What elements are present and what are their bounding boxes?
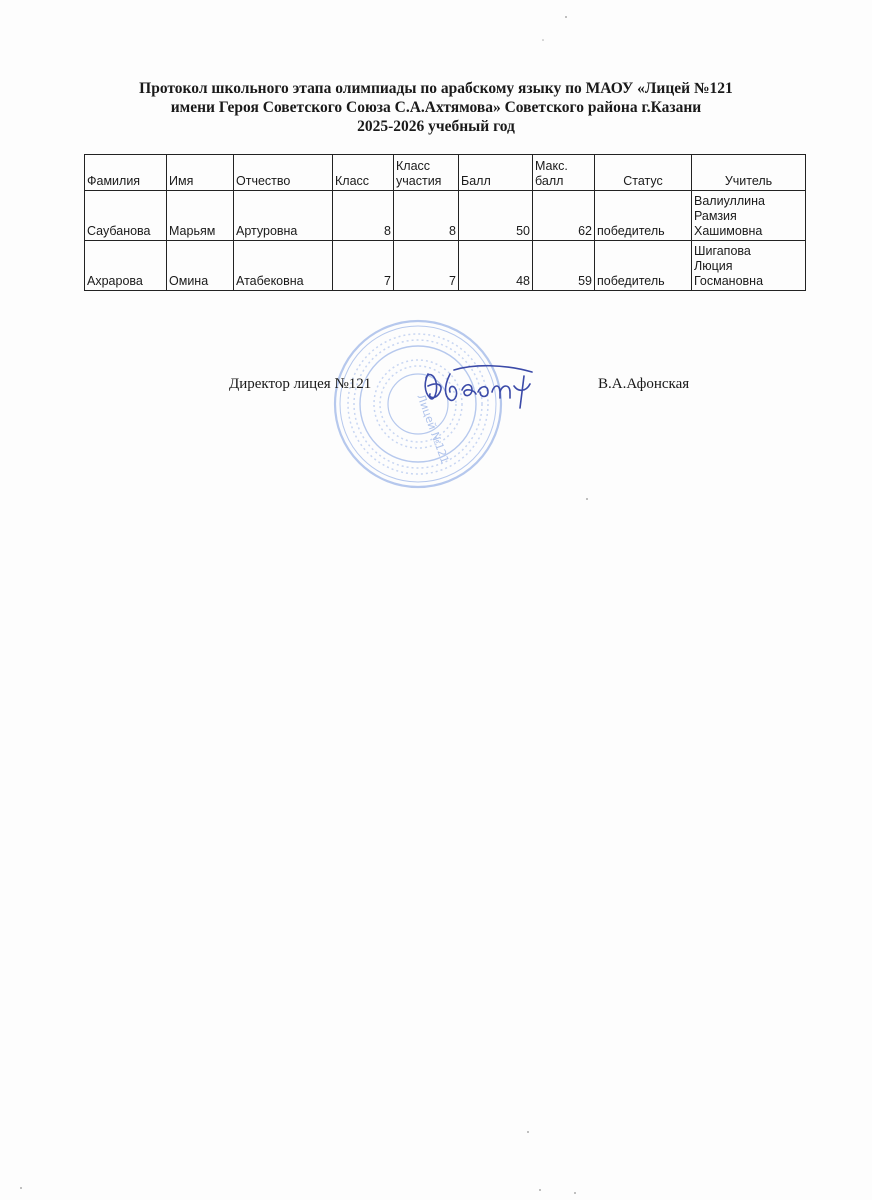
cell-patronymic: Артуровна bbox=[234, 191, 333, 241]
header-name: Имя bbox=[167, 155, 234, 191]
table-row bbox=[85, 241, 806, 291]
cell-teacher bbox=[692, 191, 806, 241]
header-score: Балл bbox=[459, 155, 533, 191]
cell-status: победитель bbox=[595, 191, 692, 241]
cell-surname: Саубанова bbox=[85, 191, 167, 241]
cell-name: Омина bbox=[167, 241, 234, 291]
title-line-3: 2025-2026 учебный год bbox=[357, 118, 515, 135]
cell-grade: 7 bbox=[333, 241, 394, 291]
cell-participation-grade: 8 bbox=[394, 191, 459, 241]
header-grade: Класс bbox=[333, 155, 394, 191]
cell-teacher bbox=[692, 241, 806, 291]
table-row bbox=[85, 191, 806, 241]
cell-status: победитель bbox=[595, 241, 692, 291]
cell-score: 50 bbox=[459, 191, 533, 241]
handwritten-signature-icon bbox=[414, 362, 544, 412]
cell-score: 48 bbox=[459, 241, 533, 291]
teacher-first-name: Люция bbox=[694, 259, 733, 273]
director-name: В.А.Афонская bbox=[598, 376, 690, 392]
cell-max-score: 59 bbox=[533, 241, 595, 291]
header-surname: Фамилия bbox=[85, 155, 167, 191]
cell-max-score: 62 bbox=[533, 191, 595, 241]
teacher-patronymic: Хашимовна bbox=[694, 224, 763, 238]
document-title bbox=[0, 79, 872, 136]
title-line-2: имени Героя Советского Союза С.А.Ахтямова» Советского района г.Казани bbox=[170, 99, 702, 116]
cell-participation-grade: 7 bbox=[394, 241, 459, 291]
header-max-score: Макс. балл bbox=[533, 155, 595, 191]
header-participation-grade: Класс участия bbox=[394, 155, 459, 191]
stamp-inner-text: Лицей №121 bbox=[414, 392, 452, 466]
header-teacher: Учитель bbox=[692, 155, 806, 191]
header-status: Статус bbox=[595, 155, 692, 191]
cell-surname: Ахрарова bbox=[85, 241, 167, 291]
table-header-row bbox=[85, 155, 806, 191]
cell-grade: 8 bbox=[333, 191, 394, 241]
teacher-surname: Шигапова bbox=[694, 244, 751, 258]
cell-patronymic: Атабековна bbox=[234, 241, 333, 291]
cell-name: Марьям bbox=[167, 191, 234, 241]
teacher-surname: Валиуллина bbox=[694, 194, 765, 208]
teacher-first-name: Рамзия bbox=[694, 209, 737, 223]
results-table bbox=[84, 154, 806, 291]
title-line-1: Протокол школьного этапа олимпиады по арабскому языку по МАОУ «Лицей №121 bbox=[139, 80, 733, 97]
director-position: Директор лицея №121 bbox=[229, 376, 372, 392]
teacher-patronymic: Госмановна bbox=[694, 274, 764, 288]
header-patronymic: Отчество bbox=[234, 155, 333, 191]
